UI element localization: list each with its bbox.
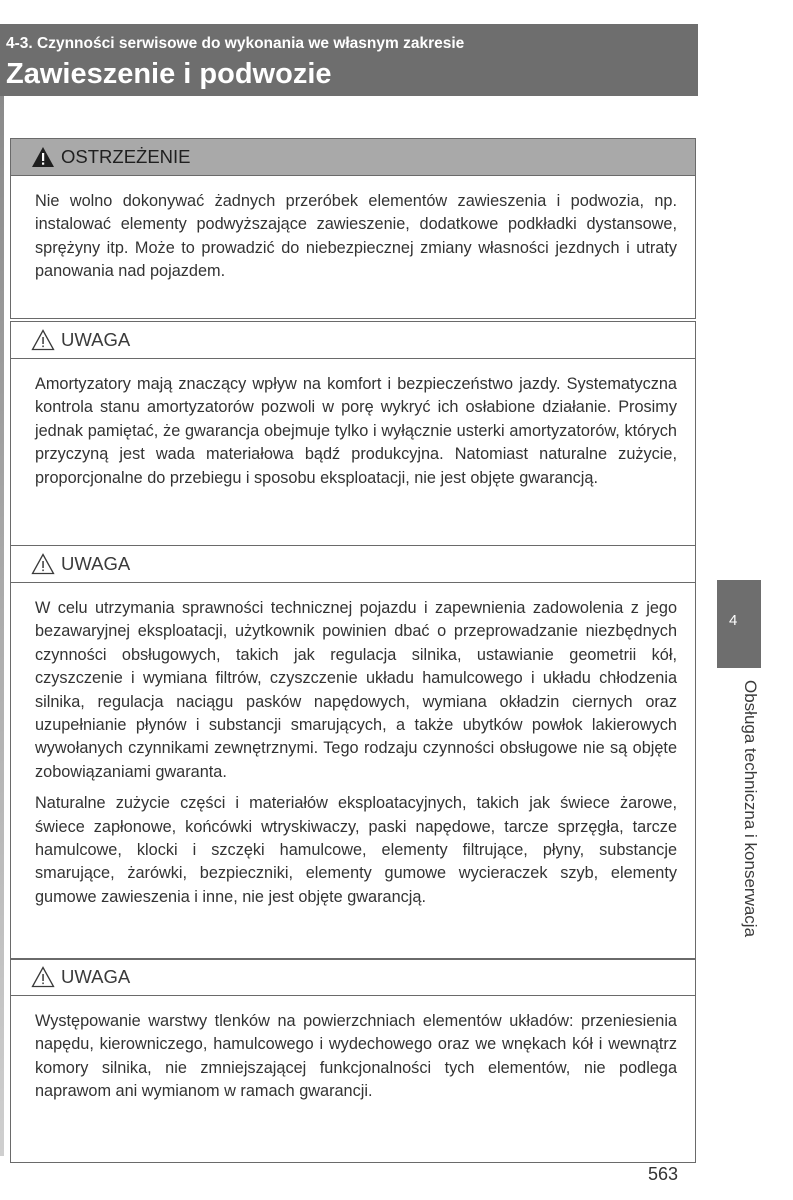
caution-box	[10, 958, 696, 1163]
page-edge-shadow	[0, 96, 4, 1156]
page-title: Zawieszenie i podwozie	[6, 58, 332, 90]
warning-header	[11, 139, 695, 176]
paragraph: Występowanie warstwy tlenków na powierzchniach elementów układów: przeniesienia napędu, kierowniczego, hamulcowego i wydechowego oraz we wnękach kół i wewnątrz komory silnika, nie zmniejszającej funkcjonalności tych elementów, nie podlega naprawom ani wymianom w ramach gwarancji.	[35, 1012, 677, 1101]
caution-header	[11, 959, 695, 996]
warning-label: OSTRZEŻENIE	[61, 146, 191, 167]
caution-header	[11, 322, 695, 359]
chapter-tab	[717, 580, 761, 668]
warning-body	[11, 176, 695, 318]
warning-triangle-filled-icon	[31, 146, 55, 168]
page-number: 563	[648, 1164, 679, 1184]
caution-header	[11, 546, 695, 583]
caution-body	[11, 996, 695, 1162]
warning-triangle-outline-icon	[31, 553, 55, 575]
caution-label: UWAGA	[61, 553, 131, 574]
paragraph: Naturalne zużycie części i materiałów eksploatacyjnych, takich jak świece żarowe, świece zapłonowe, końcówki wtryskiwaczy, paski napędowe, tarcze sprzęgła, tarcze hamulcowe, klocki i szczęki hamulcowe, elementy filtrujące, płyny, substancje smarujące, żarówki, bezpieczniki, elementy gumowe wycieraczek szyb, elementy gumowe zawieszenia i inne, nie jest objęte gwarancją.	[35, 794, 677, 906]
caution-label: UWAGA	[61, 966, 131, 987]
section-header	[0, 24, 698, 96]
chapter-number: 4	[729, 612, 738, 629]
chapter-label: Obsługa techniczna i konserwacja	[741, 680, 760, 938]
caution-box	[10, 321, 696, 546]
paragraph: Nie wolno dokonywać żadnych przeróbek elementów zawieszenia i podwozia, np. instalować elementy podwyższające zawieszenie, dodatkowe podkładki dystansowe, sprężyny itp. Może to prowadzić do niebezpiecznej zmiany własności jezdnych i utraty panowania nad pojazdem.	[35, 192, 677, 281]
warning-triangle-outline-icon	[31, 329, 55, 351]
caution-label: UWAGA	[61, 329, 131, 350]
caution-box	[10, 545, 696, 960]
paragraph: Amortyzatory mają znaczący wpływ na komfort i bezpieczeństwo jazdy. Systematyczna kontrola stanu amortyzatorów pozwoli w porę wykryć ich osłabione działanie. Prosimy jednak pamiętać, że gwarancja obejmuje tylko i wyłącznie usterki amortyzatorów, których przyczyną jest wada materiałowa bądź produkcyjna. Natomiast naturalne zużycie, proporcjonalne do przebiegu i sposobu eksploatacji, nie jest objęte gwarancją.	[35, 375, 677, 487]
warning-box	[10, 138, 696, 319]
caution-body	[11, 359, 695, 545]
warning-triangle-outline-icon	[31, 966, 55, 988]
paragraph: W celu utrzymania sprawności technicznej pojazdu i zapewnienia zadowolenia z jego bezawaryjnej eksploatacji, użytkownik powinien dbać o przeprowadzanie niezbędnych czynności obsługowych, takich jak regulacja silnika, ustawianie geometrii kół, czyszczenie i wymiana filtrów, czyszczenie układu hamulcowego i układu chłodzenia silnika, regulacja naciągu pasków napędowych, wymiana okładzin ciernych oraz uzupełnianie płynów i substancji smarujących, a także ubytków powłok lakierowych wywołanych czynnikami zewnętrznymi. Tego rodzaju czynności obsługowe nie są objęte zobowiązaniami gwaranta.	[35, 599, 677, 781]
section-subtitle: 4-3. Czynności serwisowe do wykonania we własnym zakresie	[6, 35, 465, 52]
caution-body	[11, 583, 695, 959]
